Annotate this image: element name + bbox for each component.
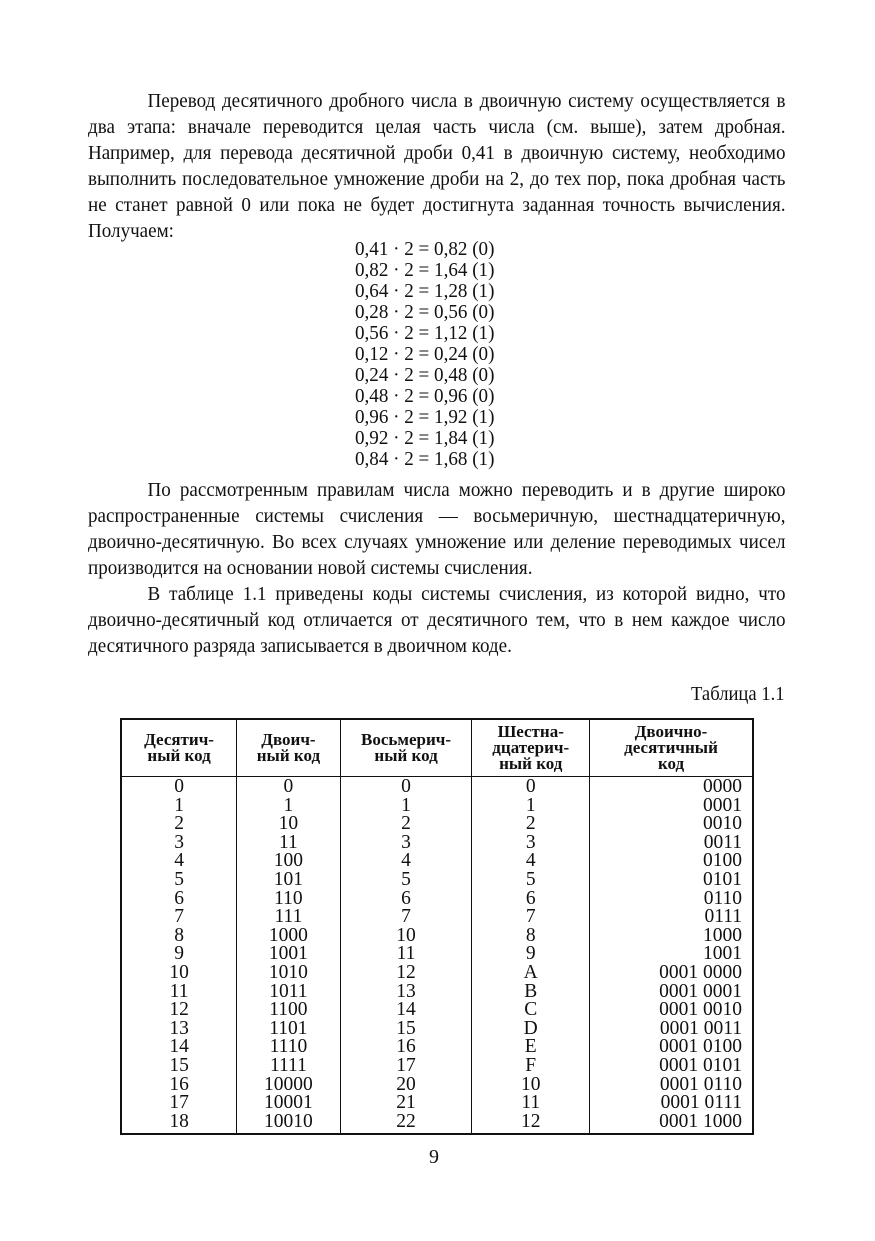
column-header-hex: Шестна- дцатерич- ный код: [472, 719, 590, 777]
cell-hex: 0: [472, 777, 590, 797]
cell-decimal: 13: [121, 1020, 237, 1039]
table-row: [121, 964, 753, 983]
paragraph-other-systems: По рассмотренным правилам числа можно переводить и в другие широко распространенные системы счисления — восьмеричную, шестнадцатеричную, двоично-десятичную. Во всех случаях умножение или деление переводимых чисел производится на основании новой системы счисления.: [88, 479, 786, 579]
cell-hex: D: [472, 1020, 590, 1039]
calculation-line: 0,56 · 2 = 1,12 (1): [355, 322, 495, 344]
table-row: [121, 777, 753, 797]
cell-decimal: 1: [121, 797, 237, 816]
cell-bcd: 0001: [590, 797, 753, 816]
cell-decimal: 2: [121, 815, 237, 834]
cell-decimal: 18: [121, 1113, 237, 1135]
cell-octal: 1: [340, 797, 472, 816]
calculation-line: 0,84 · 2 = 1,68 (1): [355, 448, 495, 470]
cell-hex: 8: [472, 927, 590, 946]
table-row: [121, 1001, 753, 1020]
paragraph-table-intro: В таблице 1.1 приведены коды системы счисления, из которой видно, что двоично-десятичный код отличается от десятичного тем, что в нем каждое число десятичного разряда записывается в двоичном коде.: [88, 583, 786, 657]
cell-bcd: 0010: [590, 815, 753, 834]
cell-decimal: 15: [121, 1057, 237, 1076]
table-row: [121, 834, 753, 853]
cell-octal: 22: [340, 1113, 472, 1135]
table-row: [121, 890, 753, 909]
cell-decimal: 3: [121, 834, 237, 853]
cell-octal: 3: [340, 834, 472, 853]
table-row: [121, 927, 753, 946]
cell-decimal: 12: [121, 1001, 237, 1020]
cell-octal: 15: [340, 1020, 472, 1039]
cell-bcd: 0001 0100: [590, 1038, 753, 1057]
cell-decimal: 4: [121, 852, 237, 871]
cell-bcd: 0001 0000: [590, 964, 753, 983]
cell-binary: 10010: [237, 1113, 341, 1135]
table-caption: Таблица 1.1: [691, 683, 785, 705]
cell-binary: 1111: [237, 1057, 341, 1076]
cell-octal: 4: [340, 852, 472, 871]
cell-bcd: 0001 0010: [590, 1001, 753, 1020]
calculation-steps: [355, 239, 541, 470]
cell-binary: 0: [237, 777, 341, 797]
cell-binary: 101: [237, 871, 341, 890]
cell-decimal: 8: [121, 927, 237, 946]
cell-binary: 1000: [237, 927, 341, 946]
cell-decimal: 14: [121, 1038, 237, 1057]
cell-binary: 10: [237, 815, 341, 834]
column-header-decimal: Десятич- ный код: [121, 719, 237, 777]
table-row: [121, 908, 753, 927]
cell-bcd: 0001 0101: [590, 1057, 753, 1076]
table-row: [121, 815, 753, 834]
cell-octal: 17: [340, 1057, 472, 1076]
cell-octal: 2: [340, 815, 472, 834]
paragraph-fraction-conversion: Перевод десятичного дробного числа в двоичную систему осуществляется в два этапа: вначале переводится целая часть числа (см. выше), затем дробная. Например, для перевода десятичной дроби 0,41 в двоичную систему, необходимо выполнить последовательное умножение дроби на 2, до тех пор, пока дробная часть не станет равной 0 или пока не будет достигнута заданная точность вычисления. Получаем:: [88, 90, 786, 242]
cell-hex: F: [472, 1057, 590, 1076]
calculation-line: 0,12 · 2 = 0,24 (0): [355, 343, 495, 365]
cell-hex: E: [472, 1038, 590, 1057]
cell-octal: 11: [340, 945, 472, 964]
cell-bcd: 1001: [590, 945, 753, 964]
cell-binary: 1100: [237, 1001, 341, 1020]
cell-decimal: 9: [121, 945, 237, 964]
cell-octal: 14: [340, 1001, 472, 1020]
cell-octal: 21: [340, 1094, 472, 1113]
table-row: [121, 797, 753, 816]
table-header-row: [121, 719, 753, 777]
cell-hex: 7: [472, 908, 590, 927]
cell-binary: 1110: [237, 1038, 341, 1057]
cell-binary: 110: [237, 890, 341, 909]
cell-bcd: 0111: [590, 908, 753, 927]
cell-decimal: 17: [121, 1094, 237, 1113]
cell-hex: 1: [472, 797, 590, 816]
calculation-line: 0,41 · 2 = 0,82 (0): [355, 238, 495, 260]
page-body: [88, 88, 785, 244]
cell-octal: 0: [340, 777, 472, 797]
cell-bcd: 0000: [590, 777, 753, 797]
table-row: [121, 1076, 753, 1095]
cell-octal: 5: [340, 871, 472, 890]
cell-decimal: 11: [121, 983, 237, 1002]
cell-bcd: 0110: [590, 890, 753, 909]
cell-binary: 100: [237, 852, 341, 871]
cell-binary: 1: [237, 797, 341, 816]
cell-bcd: 0001 0011: [590, 1020, 753, 1039]
cell-bcd: 0001 0111: [590, 1094, 753, 1113]
cell-hex: 6: [472, 890, 590, 909]
calculation-line: 0,64 · 2 = 1,28 (1): [355, 280, 495, 302]
cell-bcd: 0101: [590, 871, 753, 890]
column-header-bcd: Двоично- десятичный код: [590, 719, 753, 777]
cell-hex: 3: [472, 834, 590, 853]
cell-bcd: 0001 0001: [590, 983, 753, 1002]
cell-octal: 13: [340, 983, 472, 1002]
cell-binary: 1011: [237, 983, 341, 1002]
cell-decimal: 10: [121, 964, 237, 983]
cell-hex: 12: [472, 1113, 590, 1135]
cell-octal: 7: [340, 908, 472, 927]
cell-hex: C: [472, 1001, 590, 1020]
cell-hex: 4: [472, 852, 590, 871]
cell-bcd: 0011: [590, 834, 753, 853]
cell-octal: 12: [340, 964, 472, 983]
calculation-line: 0,28 · 2 = 0,56 (0): [355, 301, 495, 323]
cell-bcd: 0001 1000: [590, 1113, 753, 1135]
table-body: [121, 777, 753, 1135]
calculation-line: 0,24 · 2 = 0,48 (0): [355, 364, 495, 386]
calculation-line: 0,92 · 2 = 1,84 (1): [355, 427, 495, 449]
page-number: 9: [429, 1146, 439, 1168]
cell-bcd: 0001 0110: [590, 1076, 753, 1095]
cell-bcd: 1000: [590, 927, 753, 946]
page-body-continued: [88, 477, 785, 659]
cell-binary: 10001: [237, 1094, 341, 1113]
calculation-line: 0,82 · 2 = 1,64 (1): [355, 259, 495, 281]
cell-binary: 111: [237, 908, 341, 927]
table-row: [121, 1057, 753, 1076]
cell-decimal: 7: [121, 908, 237, 927]
cell-hex: 5: [472, 871, 590, 890]
table-row: [121, 1094, 753, 1113]
cell-octal: 20: [340, 1076, 472, 1095]
cell-octal: 6: [340, 890, 472, 909]
table-row: [121, 1113, 753, 1135]
table-row: [121, 871, 753, 890]
cell-decimal: 5: [121, 871, 237, 890]
cell-decimal: 6: [121, 890, 237, 909]
cell-hex: A: [472, 964, 590, 983]
number-system-codes-table: [120, 718, 754, 1135]
cell-binary: 1010: [237, 964, 341, 983]
cell-hex: 9: [472, 945, 590, 964]
column-header-binary: Двоич- ный код: [237, 719, 341, 777]
cell-hex: 2: [472, 815, 590, 834]
cell-decimal: 16: [121, 1076, 237, 1095]
cell-binary: 11: [237, 834, 341, 853]
cell-binary: 1001: [237, 945, 341, 964]
cell-hex: 10: [472, 1076, 590, 1095]
cell-binary: 10000: [237, 1076, 341, 1095]
cell-decimal: 0: [121, 777, 237, 797]
cell-bcd: 0100: [590, 852, 753, 871]
cell-octal: 16: [340, 1038, 472, 1057]
cell-octal: 10: [340, 927, 472, 946]
cell-hex: 11: [472, 1094, 590, 1113]
table-row: [121, 852, 753, 871]
cell-binary: 1101: [237, 1020, 341, 1039]
calculation-line: 0,48 · 2 = 0,96 (0): [355, 385, 495, 407]
column-header-octal: Восьмерич- ный код: [340, 719, 472, 777]
calculation-line: 0,96 · 2 = 1,92 (1): [355, 406, 495, 428]
cell-hex: B: [472, 983, 590, 1002]
